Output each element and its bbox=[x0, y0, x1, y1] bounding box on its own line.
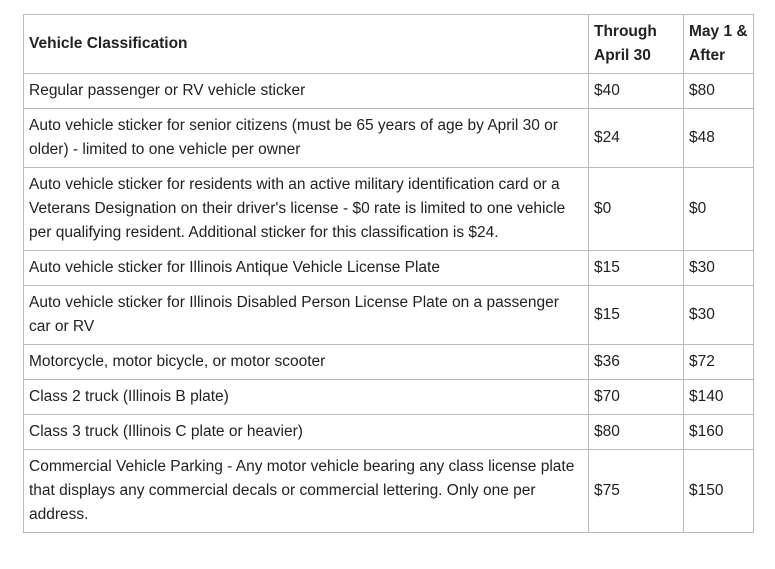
row-fee-may-after: $140 bbox=[684, 380, 754, 415]
row-fee-may-after: $30 bbox=[684, 251, 754, 286]
row-classification: Auto vehicle sticker for senior citizens (must be 65 years of age by April 30 or older) - limited to one vehicle per owner bbox=[24, 109, 589, 168]
table-row bbox=[24, 109, 754, 168]
row-classification: Class 2 truck (Illinois B plate) bbox=[24, 380, 589, 415]
row-classification: Auto vehicle sticker for Illinois Disabled Person License Plate on a passenger car or RV bbox=[24, 286, 589, 345]
row-fee-may-after: $80 bbox=[684, 74, 754, 109]
row-fee-through-april: $15 bbox=[589, 251, 684, 286]
row-fee-may-after: $0 bbox=[684, 168, 754, 251]
row-fee-through-april: $24 bbox=[589, 109, 684, 168]
row-fee-through-april: $40 bbox=[589, 74, 684, 109]
row-fee-may-after: $48 bbox=[684, 109, 754, 168]
row-fee-may-after: $150 bbox=[684, 450, 754, 533]
table-row bbox=[24, 251, 754, 286]
header-through-april-30: Through April 30 bbox=[589, 15, 684, 74]
row-classification: Auto vehicle sticker for Illinois Antique Vehicle License Plate bbox=[24, 251, 589, 286]
vehicle-sticker-fee-table bbox=[23, 14, 754, 533]
row-classification: Commercial Vehicle Parking - Any motor vehicle bearing any class license plate that displays any commercial decals or commercial lettering. Only one per address. bbox=[24, 450, 589, 533]
row-fee-may-after: $30 bbox=[684, 286, 754, 345]
header-vehicle-classification: Vehicle Classification bbox=[24, 15, 589, 74]
table-row bbox=[24, 168, 754, 251]
table-row bbox=[24, 450, 754, 533]
table-row bbox=[24, 415, 754, 450]
table-header-row bbox=[24, 15, 754, 74]
table-row bbox=[24, 74, 754, 109]
table-row bbox=[24, 286, 754, 345]
row-fee-through-april: $15 bbox=[589, 286, 684, 345]
row-fee-may-after: $160 bbox=[684, 415, 754, 450]
row-classification: Class 3 truck (Illinois C plate or heavier) bbox=[24, 415, 589, 450]
row-classification: Regular passenger or RV vehicle sticker bbox=[24, 74, 589, 109]
row-fee-through-april: $80 bbox=[589, 415, 684, 450]
row-fee-through-april: $0 bbox=[589, 168, 684, 251]
header-may-1-and-after: May 1 & After bbox=[684, 15, 754, 74]
row-classification: Auto vehicle sticker for residents with an active military identification card or a Veterans Designation on their driver's license - $0 rate is limited to one vehicle per qualifying resident. Additional sticker for this classification is $24. bbox=[24, 168, 589, 251]
row-fee-through-april: $70 bbox=[589, 380, 684, 415]
table-row bbox=[24, 380, 754, 415]
row-fee-through-april: $36 bbox=[589, 345, 684, 380]
row-classification: Motorcycle, motor bicycle, or motor scooter bbox=[24, 345, 589, 380]
row-fee-may-after: $72 bbox=[684, 345, 754, 380]
table-row bbox=[24, 345, 754, 380]
row-fee-through-april: $75 bbox=[589, 450, 684, 533]
